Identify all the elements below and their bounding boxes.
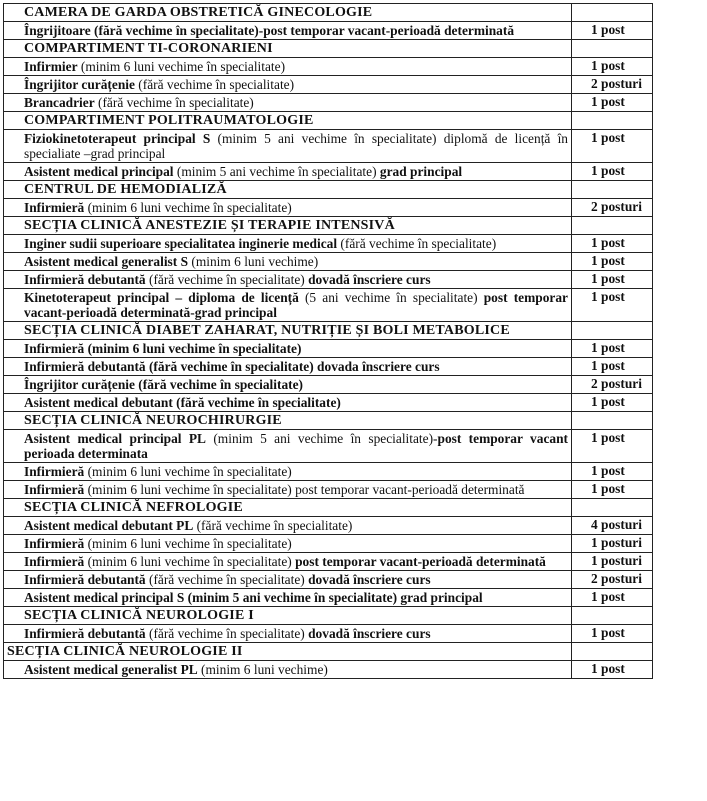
job-description (4, 22, 572, 40)
job-post-row (4, 76, 653, 94)
job-description (4, 340, 572, 358)
job-description-bold-text: Infirmieră (24, 554, 85, 569)
job-description (4, 130, 572, 163)
post-count: 1 post (572, 58, 653, 76)
job-post-row (4, 253, 653, 271)
job-post-row (4, 394, 653, 412)
job-description-bold-text: Asistent medical principal PL (24, 431, 206, 446)
job-description-text: (fără vechime în specialitate) (145, 272, 309, 287)
post-count: 1 post (572, 253, 653, 271)
section-header-row (4, 322, 653, 340)
section-title: SECȚIA CLINICĂ NEUROLOGIE II (4, 643, 572, 661)
section-title: SECȚIA CLINICĂ NEFROLOGIE (4, 499, 572, 517)
job-description (4, 589, 572, 607)
job-description-bold-text: Asistent medical principal S (minim 5 ani vechime în specialitate) grad principal (24, 590, 483, 605)
section-count-cell (572, 412, 653, 430)
job-post-row (4, 271, 653, 289)
job-description-bold-text: Kinetoterapeut principal – diploma de licență (24, 290, 299, 305)
job-description (4, 394, 572, 412)
job-description-text: (minim 6 luni vechime în specialitate) post temporar vacant-perioadă determinată (84, 482, 525, 497)
job-description-bold-text: Îngrijitoare (fără vechime în specialitate)-post temporar vacant-perioadă determinată (24, 23, 515, 38)
post-count: 1 post (572, 340, 653, 358)
job-description-bold-text: Asistent medical generalist S (24, 254, 189, 269)
job-description (4, 661, 572, 679)
job-description-bold-text: Asistent medical debutant (fără vechime în specialitate) (24, 395, 341, 410)
post-count: 1 posturi (572, 553, 653, 571)
job-description-text: (minim 6 luni vechime în specialitate) (84, 464, 292, 479)
job-description (4, 376, 572, 394)
section-title: COMPARTIMENT POLITRAUMATOLOGIE (4, 112, 572, 130)
section-title: SECȚIA CLINICĂ NEUROLOGIE I (4, 607, 572, 625)
job-description-text: (fără vechime în specialitate) (134, 77, 295, 92)
job-description-bold-text: Infirmieră debutantă (fără vechime în specialitate) dovada înscriere curs (24, 359, 440, 374)
job-post-row (4, 376, 653, 394)
job-description-bold-text: Îngrijitor curățenie (fără vechime în specialitate) (24, 377, 304, 392)
post-count: 1 post (572, 94, 653, 112)
section-count-cell (572, 112, 653, 130)
section-header-row (4, 607, 653, 625)
job-description-bold-text: Infirmieră (24, 536, 85, 551)
job-description (4, 199, 572, 217)
job-description-bold-text: Infirmieră (24, 200, 85, 215)
section-count-cell (572, 643, 653, 661)
job-description-bold-text: dovadă înscriere curs (308, 572, 431, 587)
job-description (4, 163, 572, 181)
job-post-row (4, 535, 653, 553)
job-description-bold-text: Infirmieră (24, 482, 85, 497)
section-header-row (4, 4, 653, 22)
job-post-row (4, 235, 653, 253)
job-description (4, 76, 572, 94)
job-description (4, 517, 572, 535)
post-count: 1 post (572, 271, 653, 289)
job-post-row (4, 553, 653, 571)
section-header-row (4, 499, 653, 517)
job-description (4, 553, 572, 571)
job-posts-table-body (4, 4, 653, 679)
job-post-row (4, 589, 653, 607)
section-count-cell (572, 40, 653, 58)
job-post-row (4, 199, 653, 217)
post-count: 1 post (572, 430, 653, 463)
post-count: 1 post (572, 589, 653, 607)
job-description-bold-text: Asistent medical generalist PL (24, 662, 198, 677)
job-post-row (4, 130, 653, 163)
job-description-text: (minim 5 ani vechime în specialitate) (173, 164, 380, 179)
section-title: SECȚIA CLINICĂ DIABET ZAHARAT, NUTRIȚIE ȘI BOLI METABOLICE (4, 322, 572, 340)
section-title: COMPARTIMENT TI-CORONARIENI (4, 40, 572, 58)
job-post-row (4, 571, 653, 589)
post-count: 1 post (572, 394, 653, 412)
job-description (4, 253, 572, 271)
job-description (4, 481, 572, 499)
job-description (4, 289, 572, 322)
job-description-text: (5 ani vechime în specialitate) (298, 290, 484, 305)
job-description-bold-text: dovadă înscriere curs (308, 272, 431, 287)
post-count: 2 posturi (572, 199, 653, 217)
post-count: 2 posturi (572, 376, 653, 394)
job-description (4, 625, 572, 643)
post-count: 2 posturi (572, 571, 653, 589)
section-count-cell (572, 217, 653, 235)
job-description (4, 535, 572, 553)
job-post-row (4, 481, 653, 499)
job-description-text: (minim 5 ani vechime în specialitate)- (206, 431, 438, 446)
post-count: 1 post (572, 163, 653, 181)
post-count: 1 post (572, 625, 653, 643)
job-description-text: (fără vechime în specialitate) (145, 626, 309, 641)
job-description-bold-text: Inginer sudii superioare specialitatea inginerie medical (24, 236, 338, 251)
section-header-row (4, 40, 653, 58)
post-count: 1 post (572, 289, 653, 322)
job-description-bold-text: post temporar vacant perioada determinata (24, 431, 568, 461)
job-description-bold-text: Brancadrier (24, 95, 95, 110)
job-post-row (4, 430, 653, 463)
job-description-text: (fără vechime în specialitate) (193, 518, 353, 533)
job-post-row (4, 661, 653, 679)
job-description (4, 271, 572, 289)
job-description (4, 430, 572, 463)
job-post-row (4, 625, 653, 643)
job-description-text: (minim 5 ani vechime în specialitate) diplomă de licență în specialiate –grad principal (24, 131, 568, 161)
job-description-bold-text: post temporar vacant-perioadă determinată (295, 554, 546, 569)
job-description-text: (fără vechime în specialitate) (145, 572, 309, 587)
job-posts-table (3, 3, 653, 679)
job-description (4, 94, 572, 112)
job-post-row (4, 340, 653, 358)
job-description-bold-text: Îngrijitor curățenie (24, 77, 135, 92)
post-count: 1 post (572, 358, 653, 376)
job-description (4, 58, 572, 76)
section-count-cell (572, 181, 653, 199)
job-description-bold-text: grad principal (379, 164, 463, 179)
job-post-row (4, 463, 653, 481)
job-description-text: (fără vechime în specialitate) (94, 95, 254, 110)
job-description-bold-text: Asistent medical debutant PL (24, 518, 194, 533)
job-posts-document (3, 3, 652, 679)
section-header-row (4, 112, 653, 130)
post-count: 1 post (572, 22, 653, 40)
job-description-text: (minim 6 luni vechime) (188, 254, 319, 269)
post-count: 1 post (572, 661, 653, 679)
job-description (4, 571, 572, 589)
job-post-row (4, 517, 653, 535)
job-description-bold-text: Infirmieră debutantă (24, 272, 146, 287)
section-title: SECȚIA CLINICĂ NEUROCHIRURGIE (4, 412, 572, 430)
section-count-cell (572, 499, 653, 517)
job-description-text: (minim 6 luni vechime) (197, 662, 328, 677)
job-description (4, 463, 572, 481)
post-count: 1 post (572, 481, 653, 499)
job-description-bold-text: Fiziokinetoterapeut principal S (24, 131, 211, 146)
post-count: 1 posturi (572, 535, 653, 553)
job-post-row (4, 94, 653, 112)
post-count: 4 posturi (572, 517, 653, 535)
post-count: 1 post (572, 235, 653, 253)
section-count-cell (572, 4, 653, 22)
section-title: CAMERA DE GARDA OBSTRETICĂ GINECOLOGIE (4, 4, 572, 22)
post-count: 2 posturi (572, 76, 653, 94)
section-count-cell (572, 607, 653, 625)
post-count: 1 post (572, 130, 653, 163)
job-description (4, 358, 572, 376)
job-description-bold-text: Infirmieră debutantă (24, 572, 146, 587)
job-description-bold-text: Infirmieră debutantă (24, 626, 146, 641)
section-header-row (4, 217, 653, 235)
job-description-bold-text: Asistent medical principal (24, 164, 174, 179)
job-post-row (4, 289, 653, 322)
job-post-row (4, 358, 653, 376)
job-description-bold-text: Infirmieră (24, 464, 85, 479)
job-description-text: (minim 6 luni vechime în specialitate) (84, 536, 292, 551)
section-header-row (4, 181, 653, 199)
job-post-row (4, 22, 653, 40)
job-description-text: (fără vechime în specialitate) (337, 236, 497, 251)
job-description-text: (minim 6 luni vechime în specialitate) (77, 59, 286, 74)
job-description-bold-text: Infirmier (24, 59, 78, 74)
job-post-row (4, 163, 653, 181)
job-description-text: (minim 6 luni vechime în specialitate) (84, 554, 296, 569)
job-description-bold-text: post temporar vacant-perioadă determinată-grad principal (24, 290, 568, 320)
job-description-bold-text: Infirmieră (minim 6 luni vechime în specialitate) (24, 341, 302, 356)
job-description (4, 235, 572, 253)
section-title: CENTRUL DE HEMODIALIZĂ (4, 181, 572, 199)
job-description-bold-text: dovadă înscriere curs (308, 626, 431, 641)
job-description-text: (minim 6 luni vechime în specialitate) (84, 200, 292, 215)
section-header-row (4, 643, 653, 661)
post-count: 1 post (572, 463, 653, 481)
section-count-cell (572, 322, 653, 340)
section-header-row (4, 412, 653, 430)
section-title: SECȚIA CLINICĂ ANESTEZIE ȘI TERAPIE INTENSIVĂ (4, 217, 572, 235)
job-post-row (4, 58, 653, 76)
